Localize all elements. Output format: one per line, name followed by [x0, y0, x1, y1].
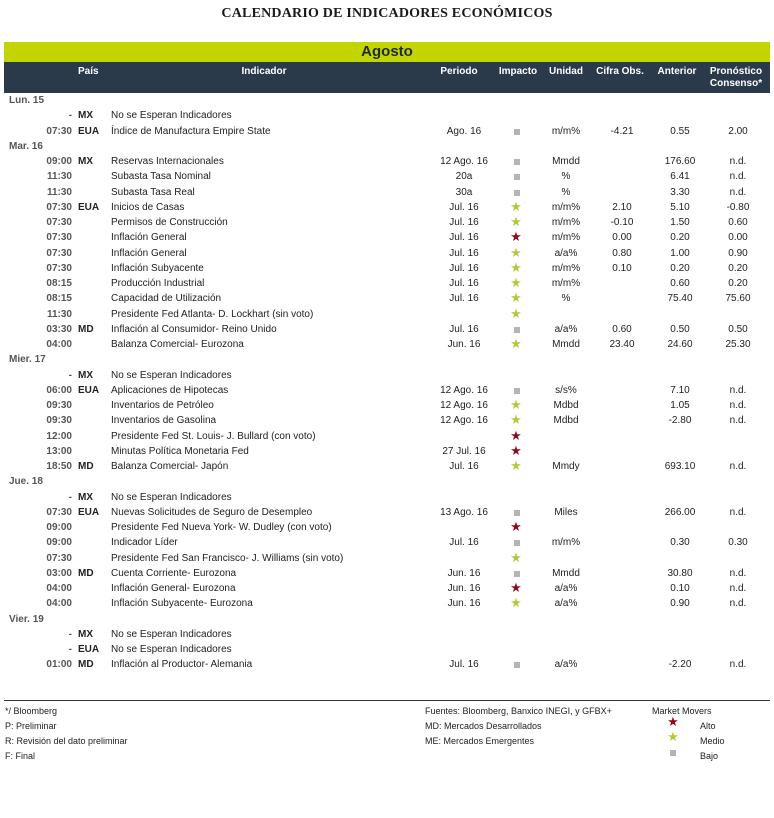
row-time: - [68, 110, 72, 122]
gray-square-icon [509, 659, 525, 670]
table-row [4, 185, 770, 200]
row-time: 07:30 [46, 201, 72, 213]
row-time: 01:00 [46, 659, 72, 671]
row-indicator: No se Esperan Indicadores [111, 491, 232, 503]
row-observed: -4.21 [610, 125, 634, 137]
row-unit: m/m% [551, 232, 581, 244]
header-anterior: Anterior [657, 66, 697, 77]
table-row [4, 490, 770, 505]
green-star-icon: ★ [510, 458, 522, 473]
table-row [4, 520, 770, 535]
row-previous: 266.00 [664, 506, 696, 518]
row-time: 12:00 [46, 430, 72, 442]
green-star-icon: ★ [510, 290, 522, 306]
header-indicador: Indicador [241, 66, 287, 77]
table-row [4, 642, 770, 657]
row-indicator: Inflación al Productor- Alemania [111, 659, 253, 671]
row-forecast: 0.60 [728, 217, 748, 228]
row-time: 03:00 [46, 567, 72, 579]
row-previous: 1.05 [670, 400, 690, 411]
table-row [4, 581, 770, 596]
row-unit: s/s% [555, 384, 577, 396]
row-previous: 0.20 [670, 232, 690, 244]
header-pronostico-line2: Consenso* [709, 78, 763, 89]
red-star-icon: ★ [510, 580, 522, 595]
footer-source: ME: Mercados Emergentes [425, 736, 535, 746]
row-forecast: n.d. [729, 186, 747, 198]
gray-square-icon [509, 126, 525, 137]
day-label: Jue. 18 [9, 476, 43, 488]
row-indicator: No se Esperan Indicadores [111, 644, 232, 655]
row-indicator: Presidente Fed San Francisco- J. Williams (sin voto) [111, 552, 344, 564]
row-indicator: Permisos de Construcción [111, 217, 228, 228]
header-periodo: Periodo [440, 66, 478, 77]
row-forecast: n.d. [729, 461, 747, 472]
red-star-icon: ★ [510, 519, 522, 534]
row-previous: 6.41 [670, 171, 690, 183]
footer-note: */ Bloomberg [5, 706, 58, 716]
table-row [4, 459, 770, 474]
row-forecast: n.d. [729, 506, 747, 518]
row-time: 11:30 [46, 171, 72, 183]
table-row [4, 551, 770, 566]
row-indicator: Minutas Política Monetaria Fed [111, 445, 249, 457]
row-indicator: Balanza Comercial- Japón [111, 461, 229, 472]
table-row [4, 154, 770, 169]
row-time: 09:00 [46, 537, 72, 549]
day-header-row [4, 139, 770, 154]
row-country: MX [78, 628, 93, 640]
header-impacto: Impacto [498, 66, 538, 77]
gray-square-icon [509, 507, 525, 518]
row-unit: a/a% [554, 247, 578, 259]
row-period: Jul. 16 [449, 232, 479, 244]
row-country: EUA [78, 644, 100, 655]
row-country: MD [78, 567, 94, 579]
header-pronostico-line1: Pronóstico [709, 66, 763, 77]
header-pais: País [78, 66, 99, 77]
page-title: CALENDARIO DE INDICADORES ECONÓMICOS [221, 6, 553, 21]
row-indicator: Subasta Tasa Nominal [111, 171, 211, 183]
table-row [4, 505, 770, 520]
red-star-icon: ★ [510, 229, 522, 245]
gray-square-icon [509, 385, 525, 396]
row-period: Jul. 16 [449, 217, 479, 228]
table-row [4, 169, 770, 184]
row-previous: 3.30 [670, 186, 690, 198]
row-indicator: Inflación al Consumidor- Reino Unido [111, 323, 277, 335]
row-previous: 176.60 [664, 156, 696, 167]
row-unit: % [561, 171, 571, 183]
footer-note: F: Final [5, 751, 36, 761]
row-time: - [68, 628, 72, 640]
table-row [4, 215, 770, 230]
row-time: 09:00 [46, 156, 72, 167]
row-time: 07:30 [46, 552, 72, 564]
row-forecast: n.d. [729, 415, 747, 427]
table-row [4, 535, 770, 550]
footer-source: MD: Mercados Desarrollados [425, 721, 542, 731]
row-unit: m/m% [551, 278, 581, 289]
row-time: - [68, 491, 72, 503]
table-row [4, 230, 770, 245]
row-previous: 0.10 [670, 583, 690, 594]
green-star-icon: ★ [510, 305, 522, 321]
row-time: 11:30 [46, 186, 72, 198]
row-unit: Mmdd [552, 567, 580, 579]
row-forecast: n.d. [729, 583, 747, 594]
day-label: Mar. 16 [9, 140, 43, 152]
row-unit: m/m% [551, 125, 581, 137]
row-observed: 2.10 [612, 201, 632, 213]
row-time: 09:30 [46, 415, 72, 427]
table-row [4, 627, 770, 642]
row-forecast: 0.00 [728, 232, 748, 244]
row-observed: 23.40 [609, 339, 635, 350]
table-row [4, 368, 770, 383]
row-unit: a/a% [554, 598, 578, 610]
row-unit: Mmdy [552, 461, 580, 472]
row-time: 13:00 [46, 445, 72, 457]
row-unit: Mmdd [552, 156, 580, 167]
row-previous: -2.20 [668, 659, 692, 671]
row-period: 20a [455, 171, 473, 183]
legend-title: Market Movers [652, 706, 712, 716]
row-period: 30a [455, 186, 473, 198]
row-indicator: Nuevas Solicitudes de Seguro de Desempleo [111, 506, 313, 518]
row-indicator: No se Esperan Indicadores [111, 110, 232, 122]
row-unit: Miles [554, 506, 578, 518]
table-row [4, 307, 770, 322]
green-star-icon: ★ [510, 336, 522, 351]
row-previous: -2.80 [668, 415, 692, 427]
row-period: Jul. 16 [449, 262, 479, 274]
gray-square-icon [509, 537, 525, 548]
row-country: MX [78, 491, 93, 503]
green-star-icon: ★ [510, 259, 522, 275]
row-country: EUA [78, 506, 100, 518]
row-period: Jul. 16 [449, 323, 479, 335]
row-forecast: n.d. [729, 156, 747, 167]
row-forecast: n.d. [729, 400, 747, 411]
green-star-icon: ★ [510, 397, 522, 412]
gray-square-icon [509, 187, 525, 198]
row-time: 18:50 [46, 461, 72, 472]
row-unit: % [561, 186, 571, 198]
table-row [4, 444, 770, 459]
gray-square-icon [509, 156, 525, 167]
gray-square-icon [666, 749, 680, 761]
row-period: Jul. 16 [449, 293, 479, 305]
row-period: 13 Ago. 16 [440, 506, 488, 518]
row-period: Jul. 16 [449, 278, 479, 289]
row-unit: Mmdd [552, 339, 580, 350]
row-previous: 7.10 [670, 384, 690, 396]
row-observed: 0.60 [612, 323, 632, 335]
row-period: Ago. 16 [446, 125, 482, 137]
row-indicator: Balanza Comercial- Eurozona [111, 339, 244, 350]
green-star-icon: ★ [510, 198, 522, 214]
table-header [4, 62, 770, 92]
table-row [4, 429, 770, 444]
row-time: 04:00 [46, 339, 72, 350]
day-header-row [4, 352, 770, 367]
header-cifra: Cifra Obs. [596, 66, 644, 77]
row-previous: 0.20 [670, 262, 690, 274]
green-star-icon: ★ [667, 729, 679, 744]
header-unidad: Unidad [549, 66, 583, 77]
green-star-icon: ★ [510, 214, 522, 229]
row-forecast: 2.00 [728, 125, 748, 137]
table-row [4, 124, 770, 139]
green-star-icon: ★ [510, 244, 522, 260]
row-unit: m/m% [551, 537, 581, 549]
row-forecast: -0.80 [726, 201, 750, 213]
month-banner [4, 42, 770, 62]
row-indicator: Subasta Tasa Real [111, 186, 195, 198]
row-country: MD [78, 659, 94, 671]
row-country: MD [78, 323, 94, 335]
green-star-icon: ★ [510, 595, 522, 611]
row-observed: 0.80 [612, 247, 632, 259]
row-period: 12 Ago. 16 [440, 384, 488, 396]
row-indicator: Inventarios de Petróleo [111, 400, 214, 411]
footer-source: Fuentes: Bloomberg, Banxico INEGI, y GFBX+ [425, 706, 612, 716]
row-forecast: n.d. [729, 659, 747, 671]
row-indicator: Índice de Manufactura Empire State [111, 125, 271, 137]
row-observed: 0.00 [612, 232, 632, 244]
row-previous: 1.50 [670, 217, 690, 228]
row-forecast: n.d. [729, 567, 747, 579]
row-observed: -0.10 [610, 217, 634, 228]
table-row [4, 108, 770, 123]
row-period: Jul. 16 [449, 659, 479, 671]
legend-label-bajo: Bajo [700, 751, 719, 761]
row-time: 07:30 [46, 262, 72, 274]
row-previous: 0.60 [670, 278, 690, 289]
row-period: Jul. 16 [449, 461, 479, 472]
row-unit: a/a% [554, 323, 578, 335]
row-indicator: Reservas Internacionales [111, 156, 224, 167]
day-label: Vier. 19 [9, 613, 44, 625]
row-country: MX [78, 110, 93, 122]
row-previous: 693.10 [664, 461, 696, 472]
row-country: MX [78, 369, 93, 381]
row-forecast: 75.60 [725, 293, 751, 305]
row-period: 12 Ago. 16 [440, 415, 488, 427]
row-country: EUA [78, 384, 100, 396]
day-label: Mier. 17 [9, 354, 46, 366]
row-time: 04:00 [46, 598, 72, 610]
row-indicator: Presidente Fed St. Louis- J. Bullard (con voto) [111, 430, 316, 442]
red-star-icon: ★ [667, 714, 679, 729]
row-period: Jun. 16 [447, 567, 481, 579]
footer-divider [4, 700, 770, 701]
row-previous: 24.60 [667, 339, 693, 350]
red-star-icon: ★ [510, 427, 522, 443]
table-row [4, 276, 770, 291]
row-forecast: n.d. [729, 384, 747, 396]
row-period: Jul. 16 [449, 537, 479, 549]
row-previous: 75.40 [667, 293, 693, 305]
row-period: Jul. 16 [449, 201, 479, 213]
month-label: Agosto [361, 43, 413, 60]
row-time: 07:30 [46, 506, 72, 518]
row-forecast: n.d. [729, 171, 747, 183]
table-row [4, 246, 770, 261]
row-indicator: Capacidad de Utilización [111, 293, 222, 305]
row-previous: 0.90 [670, 598, 690, 610]
row-previous: 30.80 [667, 567, 693, 579]
row-period: 12 Ago. 16 [440, 156, 488, 167]
row-previous: 5.10 [670, 201, 690, 213]
row-indicator: Presidente Fed Atlanta- D. Lockhart (sin voto) [111, 308, 314, 320]
row-forecast: 0.90 [728, 247, 748, 259]
row-time: - [68, 644, 72, 655]
row-unit: a/a% [554, 583, 578, 594]
row-time: 04:00 [46, 583, 72, 594]
legend-label-medio: Medio [700, 736, 725, 746]
row-country: MX [78, 156, 93, 167]
table-row [4, 596, 770, 611]
footer-note: P: Preliminar [5, 721, 57, 731]
row-period: 27 Jul. 16 [442, 445, 486, 457]
row-indicator: Aplicaciones de Hipotecas [111, 384, 229, 396]
row-unit: % [561, 293, 571, 305]
row-time: 07:30 [46, 125, 72, 137]
gray-square-icon [509, 171, 525, 182]
row-indicator: Indicador Líder [111, 537, 178, 549]
footer-note: R: Revisión del dato preliminar [5, 736, 128, 746]
day-header-row [4, 474, 770, 489]
row-indicator: No se Esperan Indicadores [111, 369, 232, 381]
row-indicator: Inflación General [111, 232, 187, 244]
row-forecast: 25.30 [725, 339, 751, 350]
row-time: 08:15 [46, 293, 72, 305]
row-time: - [68, 369, 72, 381]
row-indicator: Cuenta Corriente- Eurozona [111, 567, 237, 579]
row-indicator: Presidente Fed Nueva York- W. Dudley (con voto) [111, 522, 332, 533]
row-unit: m/m% [551, 262, 581, 274]
gray-square-icon [509, 568, 525, 579]
row-time: 07:30 [46, 232, 72, 244]
row-previous: 1.00 [670, 247, 690, 259]
row-indicator: Inflación Subyacente [111, 262, 204, 274]
table-row [4, 337, 770, 352]
row-unit: a/a% [554, 659, 578, 671]
legend-label-alto: Alto [700, 721, 716, 731]
row-forecast: n.d. [729, 598, 747, 610]
row-indicator: Inflación Subyacente- Eurozona [111, 598, 253, 610]
table-row [4, 200, 770, 215]
table-row [4, 413, 770, 428]
row-indicator: Inflación General- Eurozona [111, 583, 236, 594]
row-time: 11:30 [46, 308, 72, 320]
green-star-icon: ★ [510, 412, 522, 428]
row-unit: Mdbd [553, 415, 579, 427]
row-period: 12 Ago. 16 [440, 400, 488, 411]
row-indicator: Inventarios de Gasolina [111, 415, 217, 427]
table-row [4, 291, 770, 306]
row-indicator: Inicios de Casas [111, 201, 185, 213]
table-row [4, 566, 770, 581]
table-row [4, 261, 770, 276]
row-period: Jun. 16 [447, 583, 481, 594]
row-period: Jun. 16 [447, 339, 481, 350]
row-previous: 0.55 [670, 125, 690, 137]
row-period: Jun. 16 [447, 598, 481, 610]
row-country: MD [78, 461, 94, 472]
row-forecast: 0.50 [728, 323, 748, 335]
row-forecast: 0.30 [728, 537, 748, 549]
row-time: 08:15 [46, 278, 72, 289]
row-country: EUA [78, 125, 100, 137]
row-indicator: No se Esperan Indicadores [111, 628, 232, 640]
day-label: Lun. 15 [9, 95, 45, 106]
row-country: EUA [78, 201, 100, 213]
green-star-icon: ★ [510, 549, 522, 565]
row-unit: Mdbd [553, 400, 579, 411]
table-row [4, 322, 770, 337]
row-indicator: Inflación General [111, 247, 187, 259]
row-time: 09:00 [46, 522, 72, 533]
row-forecast: 0.20 [728, 278, 748, 289]
red-star-icon: ★ [510, 442, 522, 458]
row-previous: 0.30 [670, 537, 690, 549]
header-pronostico [704, 66, 768, 90]
row-time: 03:30 [46, 323, 72, 335]
row-time: 07:30 [46, 247, 72, 259]
day-header-row [4, 612, 770, 627]
day-header-row [4, 93, 770, 108]
row-unit: m/m% [551, 217, 581, 228]
row-previous: 0.50 [670, 323, 690, 335]
table-row [4, 383, 770, 398]
row-time: 06:00 [46, 384, 72, 396]
row-observed: 0.10 [612, 262, 632, 274]
row-indicator: Producción Industrial [111, 278, 205, 289]
green-star-icon: ★ [510, 275, 522, 290]
gray-square-icon [509, 324, 525, 335]
row-time: 07:30 [46, 217, 72, 228]
row-unit: m/m% [551, 201, 581, 213]
table-row [4, 398, 770, 413]
row-time: 09:30 [46, 400, 72, 411]
row-forecast: 0.20 [728, 262, 748, 274]
row-period: Jul. 16 [449, 247, 479, 259]
table-row [4, 657, 770, 672]
